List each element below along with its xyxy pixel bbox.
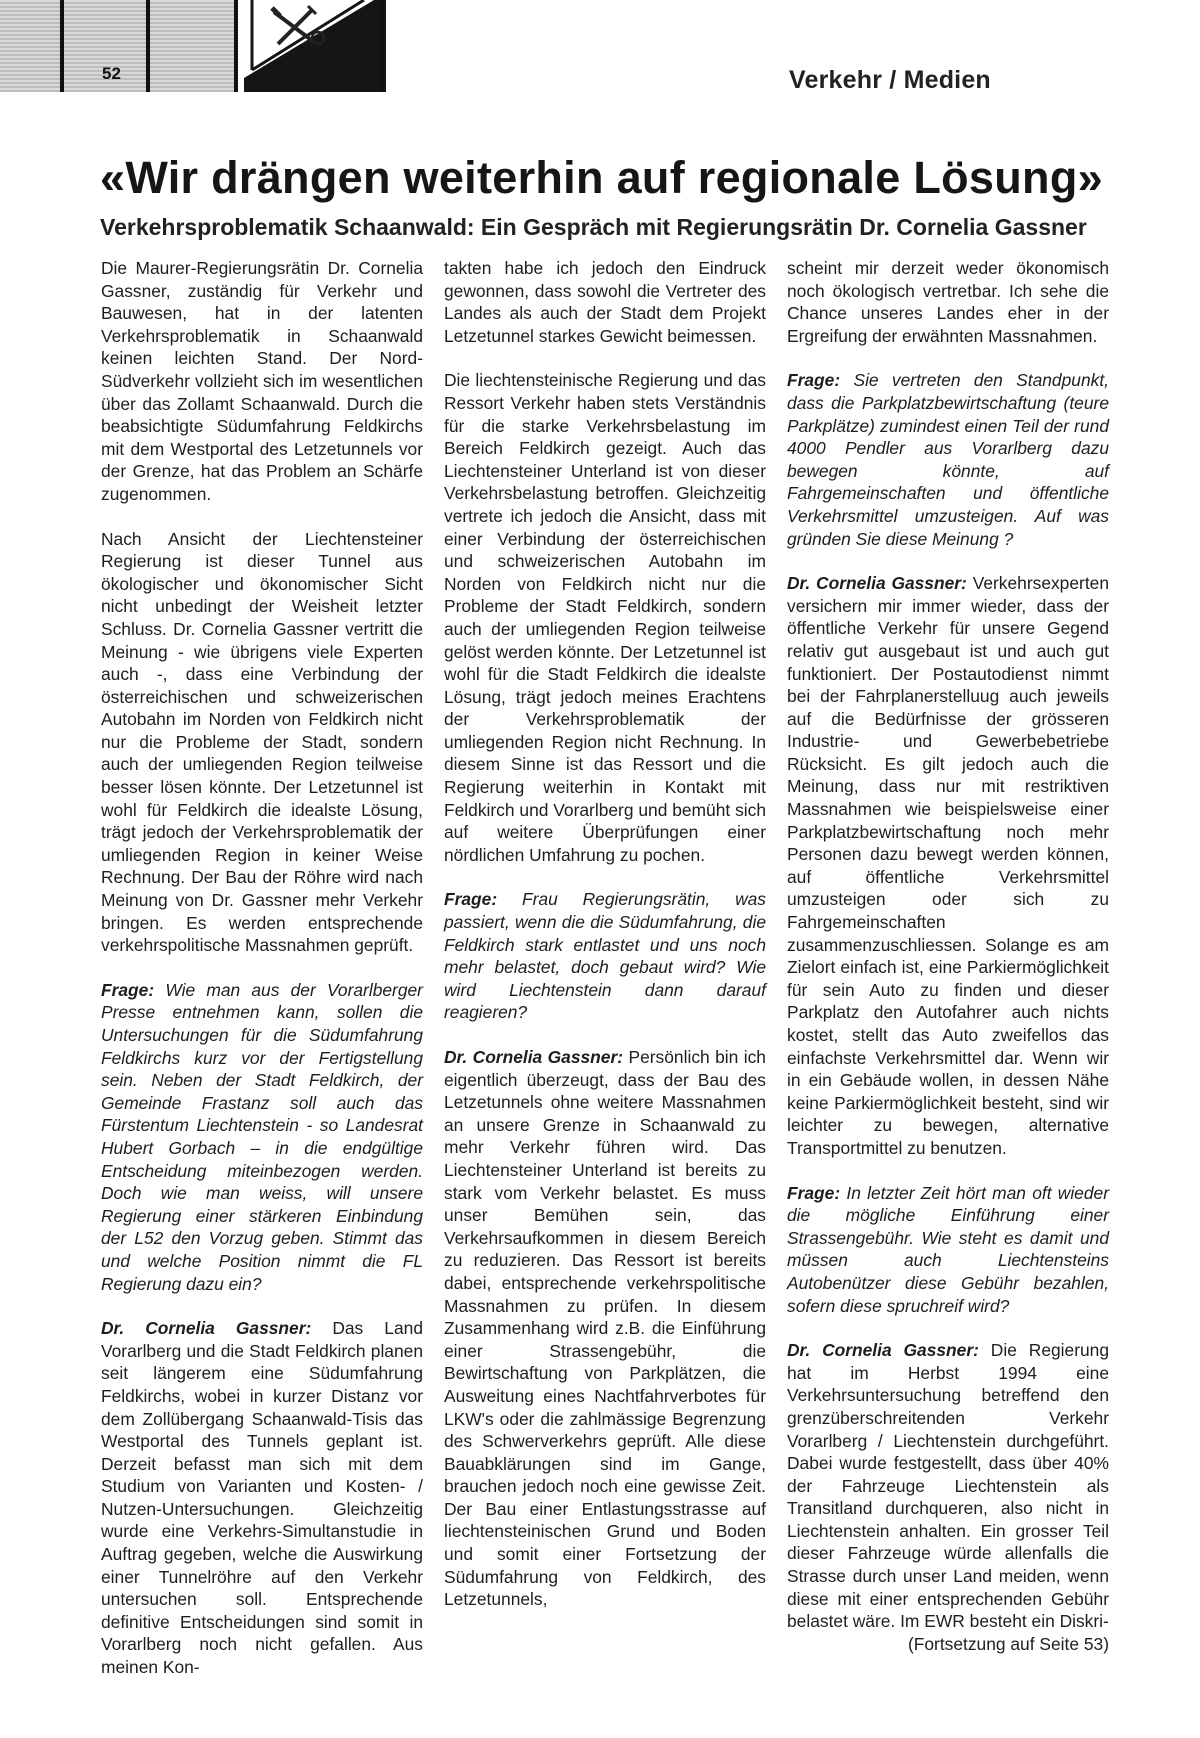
answer-text: Die Regierung hat im Herbst 1994 eine Verkehrsuntersuchung betreffend den grenzüberschreitenden Verkehr Vorarlberg / Liechtenstein durchgeführt. Dabei wurde festgestellt, dass über 40% der Fahrzeuge Liechtenstein als Transitland durchqueren, also nicht in Liechtenstein anhalten. Ein grosser Teil dieser Fahrzeuge würde allenfalls die Strasse durch unser Land meiden, wenn diese mit einer entsprechenden Gebühr belastet wäre. Im EWR besteht ein Diskri- [787, 1340, 1110, 1632]
header-bar [0, 0, 430, 92]
question-paragraph [444, 888, 766, 1024]
page-number: 52 [102, 64, 121, 83]
section-title: Verkehr / Medien [789, 66, 991, 94]
question-text: Wie man aus der Vorarlberger Presse entnehmen kann, sollen die Untersuchungen für die Südumfahrung Feldkirchs kurz vor der Fertigstellung sein. Neben der Stadt Feldkirch, der Gemeinde Frastanz soll auch das Fürstentum Liechtenstein - so Landesrat Hubert Gorbach – in die endgültige Entscheidung miteinbezogen werden. Doch wie man weiss, will unsere Regierung einer stärkeren Einbindung der L52 den Vorzug geben. Stimmt das und welche Position nimmt die FL Regierung dazu ein? [101, 979, 423, 1294]
answer-text: Persönlich bin ich eigentlich überzeugt, dass der Bau des Letzetunnels ohne weitere Massnahmen an unsere Grenze in Schaanwald zu mehr Verkehr führen wird. Das Liechtensteiner Unterland ist bereits zu stark vom Verkehr belastet. Es muss unser Bemühen sein, das Verkehrsaufkommen in diesem Bereich zu reduzieren. Das Ressort ist bereits dabei, entsprechende verkehrspolitische Massnahmen zu prüfen. In diesem Zusammenhang wird z.B. die Einführung einer Strassengebühr, die Bewirtschaftung von Parkplätzen, die Ausweitung eines Nachtfahrverbotes für LKW's oder die zahlmässige Begrenzung des Schwerverkehrs geprüft. Alle diese Bauabklärungen sind im Gange, brauchen jedoch noch eine gewisse Zeit. Der Bau einer Entlastungsstrasse auf liechtensteinischen Grund und Boden und somit einer Fortsetzung der Südumfahrung von Feldkirch, des Letzetunnels, [444, 1047, 766, 1610]
answer-paragraph [101, 1317, 423, 1679]
text-column-1 [101, 257, 423, 1679]
question-label: Frage: [444, 889, 498, 910]
answer-text: Das Land Vorarlberg und die Stadt Feldkirch planen seit längerem eine Südumfahrung Feldkirchs, wobei in kurzer Distanz vor dem Zollübergang Schaanwald-Tisis das Westportal des Tunnels geplant ist. Derzeit befasst man sich mit dem Studium von Varianten und Kosten- / Nutzen-Untersuchungen. Gleichzeitig wurde eine Verkehrs-Simultanstudie in Auftrag gegeben, welche die Auswirkung einer Tunnelröhre auf den Verkehr untersuchen soll. Entsprechende definitive Entscheidungen sind somit in Vorarlberg noch nicht gefallen. Aus meinen Kon- [101, 1318, 423, 1678]
crossed-tools-logo-icon [244, 0, 424, 92]
text-column-3 [787, 257, 1109, 1677]
question-label: Frage: [787, 1182, 841, 1203]
answer-paragraph: takten habe ich jedoch den Eindruck gewonnen, dass sowohl die Vertreter des Landes als auch der Stadt dem Projekt Letzetunnel starkes Gewicht beimessen. [444, 258, 766, 346]
intro-paragraph: Die Maurer-Regierungsrätin Dr. Cornelia Gassner, zuständig für Verkehr und Bauwesen, hat in der latenten Verkehrsproblematik in Schaanwald keinen leichten Stand. Der Nord-Südverkehr vollzieht sich im wesentlichen über das Zollamt Schaanwald. Durch die beabsichtigte Südumfahrung Feldkirchs mit dem Westportal des Letzetunnels vor der Grenze, hat das Problem an Schärfe zugenommen. [101, 258, 423, 504]
answer-label: Dr. Cornelia Gassner: [101, 1318, 312, 1339]
question-text: Frau Regierungsrätin, was passiert, wenn die die Südumfahrung, die Feldkirch stark entlastet und uns noch mehr belastet, doch gebaut wird? Wie wird Liechtenstein dann darauf reagieren? [444, 889, 766, 1023]
answer-label: Dr. Cornelia Gassner: [787, 1340, 979, 1361]
answer-paragraph: scheint mir derzeit weder ökonomisch noch ökologisch vertretbar. Ich sehe die Chance unseres Landes eher in der Ergreifung der erwähnten Massnahmen. [787, 258, 1109, 346]
answer-label: Dr. Cornelia Gassner: [787, 573, 967, 594]
article-subtitle: Verkehrsproblematik Schaanwald: Ein Gespräch mit Regierungsrätin Dr. Cornelia Gassner [100, 214, 1087, 240]
article-title: «Wir drängen weiterhin auf regionale Lösung» [100, 152, 1103, 203]
question-paragraph [787, 1182, 1109, 1318]
answer-paragraph [787, 572, 1109, 1159]
text-column-2 [444, 257, 766, 1611]
header-divider [380, 0, 384, 92]
answer-paragraph [444, 1046, 766, 1611]
continuation-note: (Fortsetzung auf Seite 53) [907, 1633, 1109, 1654]
header-divider [146, 0, 150, 92]
intro-paragraph: Nach Ansicht der Liechtensteiner Regierung ist dieser Tunnel aus ökologischer und ökonomischer Sicht nicht unbedingt der Weisheit letzter Schluss. Dr. Cornelia Gassner vertritt die Meinung - wie übrigens viele Experten auch -, dass eine Verbindung der österreichischen und schweizerischen Autobahn im Norden von Feldkirch nicht nur die Probleme der Stadt, sondern auch der umliegenden Region teilweise besser lösen könnte. Der Letzetunnel ist wohl für Feldkirch die idealste Lösung, trägt jedoch der Verkehrsproblematik der umliegenden Region in keiner Weise Rechnung. Der Bau der Röhre wird nach Meinung von Dr. Gassner mehr Verkehr bringen. Es werden entsprechende verkehrspolitische Massnahmen geprüft. [101, 528, 423, 956]
header-divider [234, 0, 238, 92]
question-label: Frage: [787, 370, 841, 391]
question-paragraph [787, 369, 1109, 550]
question-paragraph [101, 979, 423, 1295]
question-text: Sie vertreten den Standpunkt, dass die Parkplatzbewirtschaftung (teure Parkplätze) zumindest einen Teil der rund 4000 Pendler aus Vorarlberg dazu bewegen könnte, auf Fahrgemeinschaften und öffentliche Verkehrsmittel umzusteigen. Auf was gründen Sie diese Meinung ? [787, 370, 1109, 549]
header-divider [60, 0, 64, 92]
answer-label: Dr. Cornelia Gassner: [444, 1047, 624, 1067]
question-text: In letzter Zeit hört man oft wieder die mögliche Einführung einer Strassengebühr. Wie steht es damit und müssen auch Liechtensteins Autobenützer diese Gebühr bezahlen, sofern diese spruchreif wird? [787, 1182, 1109, 1316]
question-label: Frage: [101, 979, 155, 1000]
answer-text: Verkehrsexperten versichern mir immer wieder, dass der öffentliche Verkehr für unsere Gegend relativ gut ausgebaut ist und auch gut funktioniert. Der Postautodienst nimmt bei der Fahrplanerstelluug auch jeweils auf die Bedürfnisse der grösseren Industrie- und Gewerbebetriebe Rücksicht. Es gilt jedoch auch die Meinung, dass nur mit restriktiven Massnahmen wie beispielsweise einer Parkplatzbewirtschaftung noch mehr Personen dazu bewegt werden können, auf öffentliche Verkehrsmittel umzusteigen oder sich zu Fahrgemeinschaften zusammenzuschliessen. Solange es am Zielort einfach ist, eine Parkiermöglichkeit für sein Auto zu finden und dieser Parkplatz den Autofahrer auch nichts kostet, stellt das Auto zweifellos das einfachste Verkehrsmittel dar. Wenn wir in ein Gebäude wollen, in dessen Nähe keine Parkiermöglichkeit besteht, sind wir leichter zu bewegen, alternative Transportmittel zu benutzen. [787, 573, 1109, 1158]
answer-paragraph [787, 1339, 1109, 1633]
answer-paragraph: Die liechtensteinische Regierung und das Ressort Verkehr haben stets Verständnis für die starke Verkehrsbelastung im Bereich Feldkirch gezeigt. Auch das Liechtensteiner Unterland ist von dieser Verkehrsbelastung betroffen. Gleichzeitig vertrete ich jedoch die Ansicht, dass mit einer Verbindung der österreichischen und schweizerischen Autobahn im Norden von Feldkirch nicht nur die Probleme der Stadt Feldkirch, sondern auch der umliegenden Region teilweise gelöst werden könnte. Der Letzetunnel ist wohl für die Stadt Feldkirch die idealste Lösung, trägt jedoch meines Erachtens der Verkehrsproblematik der umliegenden Region nicht Rechnung. In diesem Sinne ist das Ressort und die Regierung weiterhin in Kontakt mit Feldkirch und Vorarlberg und bemüht sich auf weitere Überprüfungen einer nördlichen Umfahrung zu pochen. [444, 370, 766, 865]
